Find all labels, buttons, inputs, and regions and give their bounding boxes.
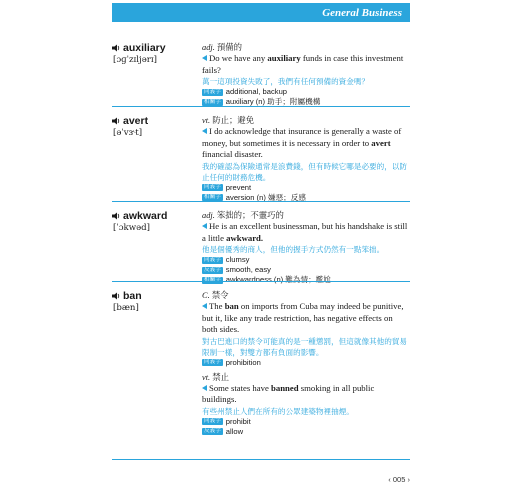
relation-row [202,358,410,368]
relation-tag: 反義字 [204,266,221,273]
example-sentence [202,383,410,406]
example-text: He is an excellent businessman, but his handshake is still a little [202,221,408,243]
headword-column [112,210,198,233]
translation: 對古巴進口的禁令可能真的是一種懲罰，但這就像其他的貿易限制一樣，對雙方都有負面的影響。 [202,336,408,357]
keyword: awkward. [226,232,264,243]
relation-tag: 同義字 [204,88,221,95]
keyword: auxiliary [267,53,301,63]
meaning: 笨拙的；不靈巧的 [214,211,284,220]
headword-column [112,290,198,313]
headword: auxiliary [123,42,166,54]
translation: 他是個優秀的商人，但他的握手方式仍然有一點笨拙。 [202,245,385,255]
pos-label: vt. [202,372,211,382]
relation-text: smooth, easy [225,265,271,275]
sense [202,115,410,203]
relation-tag: 同義字 [204,256,221,263]
example-text: financial disaster. [202,149,263,160]
definition-column [202,42,410,107]
relation-text: prevent [225,182,252,192]
headword-row [112,42,198,54]
section-header-bar [112,3,410,22]
relation-text: awkwardness (n) 難為情；尷尬 [225,275,331,285]
relation-tag: 相關字 [204,98,221,105]
meaning: 禁止 [210,372,229,382]
relation-tag: 同義字 [204,418,221,425]
example-text: smoking in all public buildings. [202,382,375,405]
pos-label: vt. [202,116,211,125]
example-sentence [202,53,410,76]
headword-column [112,42,198,65]
headword-row [112,115,198,127]
part-of-speech [202,372,410,383]
meaning: 禁令 [209,291,229,300]
example-text: Some states have [209,382,272,393]
definition-column [202,115,410,203]
relation-row [202,427,410,437]
phonetic: [ɔɡˈzɪljərɪ] [113,55,158,65]
pos-label: adj. [202,43,215,52]
relation-row [202,417,410,427]
part-of-speech [202,290,410,301]
meaning: 防止；避免 [210,116,255,125]
audio-speaker-icon[interactable] [112,44,120,52]
definition-column [202,290,410,437]
entry-divider [112,201,410,202]
pos-label: adj. [202,211,215,220]
headword-column [112,115,198,138]
relation-text: prohibition [225,357,261,367]
relation-tag: 相關字 [204,194,221,201]
headword: awkward [123,210,168,222]
sense [202,290,410,368]
relation-tag: 反義字 [204,428,221,435]
relation-text: additional, backup [225,87,288,97]
example-sentence [202,126,410,161]
play-triangle-icon[interactable] [202,55,207,61]
relation-text: auxiliary (n) 助手；附屬機構 [225,97,321,107]
part-of-speech [202,115,410,126]
play-triangle-icon[interactable] [202,303,207,309]
audio-speaker-icon[interactable] [112,292,120,300]
example-sentence [202,221,410,244]
entry-divider [112,281,410,282]
example-text: on imports from Cuba may indeed be punitive, but it, like any trade restriction, has negative effects on both sides. [202,301,404,335]
relation-row [202,255,410,265]
play-triangle-icon[interactable] [202,223,207,229]
headword-row [112,290,198,302]
meaning: 預備的 [214,43,243,52]
phonetic: [ˈɔkwəd] [113,223,151,233]
example-text: The [209,301,225,311]
relation-text: clumsy [225,255,250,265]
relation-tag: 同義字 [204,359,221,366]
relation-text: prohibit [225,416,251,426]
pos-label: C. [202,291,210,300]
translation: 我的確認為保險通常是浪費錢，但有時候它哪是必要的，以防止任何的財務危機。 [202,161,408,182]
translation: 有些州禁止人們在所有的公眾建築物裡抽煙。 [202,406,354,416]
example-text: funds in case this investment fails? [202,53,404,75]
relation-row [202,265,410,275]
phonetic: [bæn] [113,303,139,313]
translation: 萬一這項投資失敗了，我們有任何預備的資金嗎？ [202,77,370,87]
page-number: ‹ 005 › [388,475,410,484]
relation-tag: 同義字 [204,184,221,191]
part-of-speech [202,210,410,221]
example-text: Do we have any [209,53,268,63]
headword-row [112,210,198,222]
phonetic: [əˈvɝt] [113,128,143,138]
headword: ban [123,290,142,302]
keyword: banned [271,382,299,393]
audio-speaker-icon[interactable] [112,212,120,220]
footer-divider [112,459,410,460]
play-triangle-icon[interactable] [202,385,207,391]
entry-divider [112,106,410,107]
definition-column [202,210,410,285]
keyword: avert [371,137,391,148]
keyword: ban [224,301,239,311]
relation-text: aversion (n) 嫌惡；反感 [225,192,306,202]
example-sentence [202,301,410,336]
sense [202,372,410,437]
headword: avert [123,115,149,127]
relation-text: allow [225,426,244,436]
play-triangle-icon[interactable] [202,128,207,134]
relation-row [202,183,410,193]
relation-row [202,87,410,97]
example-text: I do acknowledge that insurance is generally a waste of money, but sometimes it is necessary in order to [202,126,402,148]
part-of-speech [202,42,410,53]
sense [202,42,410,107]
audio-speaker-icon[interactable] [112,117,120,125]
section-title: General Business [322,6,402,19]
sense [202,210,410,285]
relation-tag: 相關字 [204,276,221,283]
